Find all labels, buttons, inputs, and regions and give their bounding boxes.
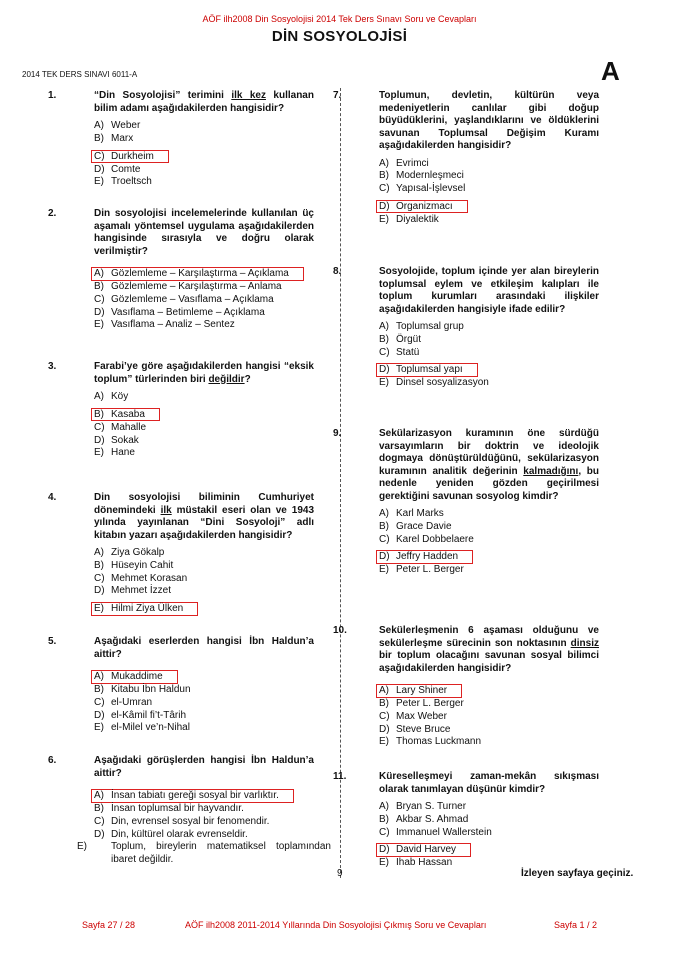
option-letter: D)	[379, 844, 390, 856]
answer-option	[94, 281, 338, 294]
option-letter: C)	[379, 533, 390, 545]
option-text: Mehmet Korasan	[111, 572, 188, 584]
answer-option	[379, 183, 623, 196]
option-letter: A)	[94, 268, 104, 279]
option-text: el-Kâmil fi’t-Târih	[111, 709, 187, 721]
option-letter: D)	[94, 434, 105, 446]
option-letter: B)	[94, 684, 104, 695]
option-letter: E)	[379, 736, 389, 748]
option-letter: C)	[94, 696, 105, 708]
footer-page-count: Sayfa 27 / 28	[82, 920, 136, 930]
option-text: Kitabu İbn Haldun	[111, 684, 191, 695]
answer-option	[379, 736, 623, 749]
option-letter: A)	[379, 685, 389, 696]
option-text: Thomas Luckmann	[396, 736, 482, 748]
question-text: Din sosyolojisi incelemelerinde kullanılan üç aşamalı yöntemsel uygulama aşağıdakilerden hangisinde sırasıyla ve doğru olarak verilmiştir?	[94, 208, 314, 257]
option-text: Gözlemleme – Karşılaştırma – Anlama	[111, 281, 282, 292]
option-text: Weber	[111, 120, 141, 131]
option-text: Gözlemleme – Karşılaştırma – Açıklama	[111, 268, 289, 279]
option-text: Toplumsal yapı	[396, 364, 463, 376]
answer-option	[94, 319, 338, 332]
option-letter: C)	[379, 346, 390, 358]
option-letter: A)	[379, 508, 389, 519]
question-number: 10.	[333, 625, 347, 636]
answer-option	[379, 534, 623, 547]
answer-option	[379, 724, 623, 737]
option-text: Mehmet İzzet	[111, 585, 172, 597]
option-letter: B)	[94, 408, 104, 420]
option-text: Hüseyin Cahit	[111, 559, 174, 571]
question-10	[333, 625, 623, 749]
option-text: Troeltsch	[111, 176, 152, 188]
option-letter: B)	[94, 132, 104, 144]
option-letter: E)	[379, 377, 389, 389]
option-list	[94, 547, 338, 616]
option-text: Akbar S. Ahmad	[396, 813, 469, 825]
option-text: David Harvey	[396, 844, 457, 856]
option-text: Statü	[396, 346, 420, 358]
underlined-word: ilk kez	[231, 90, 266, 101]
option-text: el-Umran	[111, 696, 153, 708]
option-text: Hilmi Ziya Ülken	[111, 603, 184, 615]
question-6	[48, 755, 338, 867]
option-letter: E)	[94, 447, 104, 459]
option-text: Örgüt	[396, 333, 422, 345]
answer-option	[94, 560, 338, 573]
option-letter: C)	[94, 150, 105, 162]
option-letter: B)	[379, 170, 389, 182]
option-letter: B)	[94, 803, 104, 814]
option-text: Peter L. Berger	[396, 698, 464, 709]
option-text: Max Weber	[396, 710, 447, 722]
answer-option-highlighted	[376, 684, 462, 698]
question-text: Toplumun, devletin, kültürün veya medeniyetlerin canlılar gibi doğup büyüdüklerini, yaşlandıklarını ve öldüklerini savunan Toplumsal Değişim Kuramı aşağıdakilerden hangisidir?	[379, 90, 599, 151]
option-text: Jeffry Hadden	[396, 551, 459, 563]
answer-option	[379, 214, 623, 227]
answer-option	[379, 698, 623, 711]
answer-option	[94, 307, 338, 320]
question-number: 8.	[333, 266, 342, 277]
option-list	[379, 680, 623, 749]
option-letter: D)	[94, 828, 105, 840]
option-letter: D)	[379, 551, 390, 563]
answer-option-highlighted	[91, 789, 294, 803]
question-text: Sekülerleşmenin 6 aşaması olduğunu ve sekülerleşme sürecinin son noktasının dinsiz bir toplum olacağını savunan sosyal bilimci aşağıdakilerden hangisidir?	[379, 625, 599, 674]
answer-option-highlighted	[91, 602, 198, 616]
option-text: Diyalektik	[396, 213, 439, 225]
question-number: 11.	[333, 771, 347, 782]
option-list	[379, 508, 623, 577]
answer-option	[379, 377, 623, 390]
option-list	[94, 263, 338, 332]
option-list	[379, 321, 623, 390]
option-text: Köy	[111, 391, 129, 402]
question-8	[333, 266, 623, 390]
question-number: 3.	[48, 361, 57, 372]
option-letter: E)	[94, 603, 104, 615]
question-5	[48, 636, 338, 735]
answer-option	[94, 585, 338, 598]
option-text: Modernleşmeci	[396, 170, 464, 182]
footer-source: AÖF ilh2008 2011-2014 Yıllarında Din Sosyolojisi Çıkmış Soru ve Cevapları	[185, 920, 487, 930]
answer-option	[94, 573, 338, 586]
answer-option	[94, 120, 338, 133]
answer-option	[94, 435, 338, 448]
option-letter: B)	[94, 559, 104, 571]
option-letter: B)	[379, 813, 389, 825]
option-text: Grace Davie	[396, 520, 452, 532]
option-text: Mahalle	[111, 421, 147, 433]
option-text: Kasaba	[111, 408, 145, 420]
exam-code: 2014 TEK DERS SINAVI 6011-A	[22, 70, 138, 79]
option-text: Hane	[111, 447, 135, 459]
header-source: AÖF ilh2008 Din Sosyolojisi 2014 Tek Ders Sınavı Soru ve Cevapları	[202, 14, 477, 24]
option-letter: E)	[379, 564, 389, 576]
option-letter: D)	[94, 163, 105, 175]
question-number: 1.	[48, 90, 57, 101]
option-letter: A)	[94, 790, 104, 801]
underlined-word: kalmadığını	[523, 465, 579, 477]
answer-option	[379, 814, 623, 827]
option-text: Sokak	[111, 434, 139, 446]
option-letter: A)	[379, 157, 389, 169]
option-text: Lary Shiner	[396, 685, 448, 696]
option-letter: D)	[94, 585, 105, 597]
answer-option	[379, 170, 623, 183]
answer-option	[379, 334, 623, 347]
question-text: Küreselleşmeyi zaman-mekân sıkışması olarak tanımlayan düşünür kimdir?	[379, 771, 599, 795]
question-7	[333, 90, 623, 227]
option-letter: D)	[379, 364, 390, 376]
question-number: 4.	[48, 492, 57, 503]
column-divider	[340, 88, 341, 878]
option-letter: D)	[94, 709, 105, 721]
underlined-word: dinsiz	[570, 637, 599, 649]
option-letter: D)	[379, 723, 390, 735]
option-list	[94, 120, 338, 189]
answer-option	[94, 722, 338, 735]
option-letter: E)	[94, 722, 104, 734]
option-text: Din, kültürel olarak evrenseldir.	[111, 828, 248, 840]
question-1	[48, 90, 338, 189]
question-2	[48, 208, 338, 332]
option-letter: C)	[94, 293, 105, 305]
option-text: Marx	[111, 132, 134, 144]
question-text: Farabi’ye göre aşağıdakilerden hangisi “eksik toplum” türlerinden biri değildir?	[94, 361, 314, 385]
option-letter: B)	[379, 520, 389, 532]
option-text: İnsan tabiatı gereği sosyal bir varlıktır.	[111, 790, 279, 801]
answer-option	[94, 710, 338, 723]
question-9	[333, 428, 623, 577]
option-text: Steve Bruce	[396, 723, 451, 735]
footer-sheet: Sayfa 1 / 2	[554, 920, 598, 930]
option-text: Din, evrensel sosyal bir fenomendir.	[111, 815, 270, 827]
option-text: Karl Marks	[396, 508, 444, 519]
question-number: 5.	[48, 636, 57, 647]
next-page-note: İzleyen sayfaya geçiniz.	[521, 868, 634, 879]
answer-option	[379, 801, 623, 814]
option-letter: C)	[379, 826, 390, 838]
answer-option-highlighted	[91, 150, 169, 164]
option-letter: A)	[94, 547, 104, 558]
option-letter: C)	[379, 710, 390, 722]
option-letter: A)	[379, 801, 389, 812]
option-text: Organizmacı	[396, 200, 453, 212]
option-text: Mukaddime	[111, 671, 163, 682]
option-letter: A)	[94, 671, 104, 682]
question-4	[48, 492, 338, 616]
option-letter: B)	[379, 698, 389, 709]
question-text: “Din Sosyolojisi” terimini ilk kez kullanan bilim adamı aşağıdakilerden hangisidir?	[94, 90, 314, 114]
answer-option-highlighted	[91, 408, 160, 422]
answer-option-highlighted	[376, 363, 478, 377]
answer-option	[94, 697, 338, 710]
option-list	[379, 158, 623, 227]
answer-option-highlighted	[91, 670, 178, 684]
answer-option	[77, 841, 331, 867]
option-text: İnsan toplumsal bir hayvandır.	[111, 803, 244, 814]
answer-option	[94, 829, 338, 842]
option-text: el-Milel ve’n-Nihal	[111, 722, 190, 734]
option-text: Gözlemleme – Vasıflama – Açıklama	[111, 293, 274, 305]
answer-option-highlighted	[376, 550, 473, 564]
question-text: Sekülarizasyon kuramının öne sürdüğü varsayımların bir doktrin ve ideolojik dogmaya dönüştürüldüğünü, sekülarizasyon kuramının analitik değerinin kalmadığını, bu nedenle yeniden gözden geçirilmesi gerektiğini savunan sosyolog kimdir?	[379, 428, 599, 502]
option-letter: C)	[94, 815, 105, 827]
option-letter: E)	[379, 213, 389, 225]
answer-option	[94, 133, 338, 146]
page-title: DİN SOSYOLOJİSİ	[271, 28, 408, 45]
option-letter: E)	[77, 841, 87, 853]
option-text: Evrimci	[396, 157, 429, 169]
option-text: Vasıflama – Analiz – Sentez	[111, 319, 235, 331]
option-text: Karel Dobbelaere	[396, 533, 474, 545]
answer-option	[94, 447, 338, 460]
answer-option	[94, 547, 338, 560]
answer-option	[379, 711, 623, 724]
answer-option	[379, 158, 623, 171]
answer-option-highlighted	[376, 200, 468, 214]
question-number: 7.	[333, 90, 342, 101]
question-number: 9.	[333, 428, 342, 439]
question-text: Aşağıdaki görüşlerden hangisi İbn Haldun’a aittir?	[94, 755, 314, 779]
option-letter: B)	[379, 333, 389, 345]
option-text: Immanuel Wallerstein	[396, 826, 492, 838]
option-letter: E)	[94, 176, 104, 188]
option-letter: E)	[379, 857, 389, 869]
option-text: Yapısal-İşlevsel	[396, 183, 466, 195]
option-text: Ziya Gökalp	[111, 547, 165, 558]
option-text: Toplum, bireylerin matematiksel toplamından ibaret değildir.	[111, 841, 331, 866]
answer-option	[94, 294, 338, 307]
answer-option-highlighted	[376, 843, 471, 857]
option-text: Durkheim	[111, 150, 154, 162]
answer-option	[94, 391, 338, 404]
question-3	[48, 361, 338, 460]
option-list	[379, 801, 623, 870]
answer-option-highlighted	[91, 267, 304, 281]
answer-option	[379, 347, 623, 360]
option-text: Comte	[111, 163, 141, 175]
answer-option	[94, 816, 338, 829]
option-letter: C)	[94, 421, 105, 433]
question-text: Aşağıdaki eserlerden hangisi İbn Haldun’a aittir?	[94, 636, 314, 660]
option-text: Peter L. Berger	[396, 564, 464, 576]
option-letter: D)	[94, 306, 105, 318]
option-letter: A)	[379, 321, 389, 332]
page-number: 9	[337, 868, 343, 879]
question-text: Sosyolojide, toplum içinde yer alan bireylerin toplumsal eylem ve etkileşim kalıpları ile toplum kurumları arasındaki ilişkiler aşağıdakilerden hangisiyle ifade edilir?	[379, 266, 599, 315]
answer-option	[94, 684, 338, 697]
underlined-word: değildir	[208, 373, 245, 385]
option-letter: C)	[94, 572, 105, 584]
option-text: Dinsel sosyalizasyon	[396, 377, 489, 389]
question-text: Din sosyolojisi biliminin Cumhuriyet dönemindeki ilk müstakil eseri olan ve 1943 yılında yayınlanan “Dini Sosyoloji” adlı kitabın yazarı aşağıdakilerden hangisidir?	[94, 492, 315, 541]
option-list	[94, 666, 338, 735]
option-list	[94, 391, 338, 460]
option-letter: D)	[379, 200, 390, 212]
option-letter: A)	[94, 120, 104, 131]
option-list	[77, 785, 338, 867]
option-text: Vasıflama – Betimleme – Açıklama	[111, 306, 265, 318]
option-letter: C)	[379, 183, 390, 195]
question-11	[333, 771, 623, 870]
booklet-letter: A	[601, 56, 620, 86]
option-letter: A)	[94, 391, 104, 402]
answer-option	[379, 521, 623, 534]
option-text: Bryan S. Turner	[396, 801, 467, 812]
option-text: Toplumsal grup	[396, 321, 464, 332]
answer-option	[94, 803, 338, 816]
answer-option	[379, 827, 623, 840]
answer-option	[379, 564, 623, 577]
answer-option	[94, 176, 338, 189]
underlined-word: ilk	[160, 504, 172, 516]
option-letter: E)	[94, 319, 104, 331]
question-number: 2.	[48, 208, 57, 219]
answer-option	[94, 422, 338, 435]
answer-option	[379, 508, 623, 521]
option-text: Ihab Hassan	[396, 857, 453, 869]
answer-option	[379, 321, 623, 334]
option-letter: B)	[94, 281, 104, 292]
question-number: 6.	[48, 755, 57, 766]
answer-option	[94, 164, 338, 177]
